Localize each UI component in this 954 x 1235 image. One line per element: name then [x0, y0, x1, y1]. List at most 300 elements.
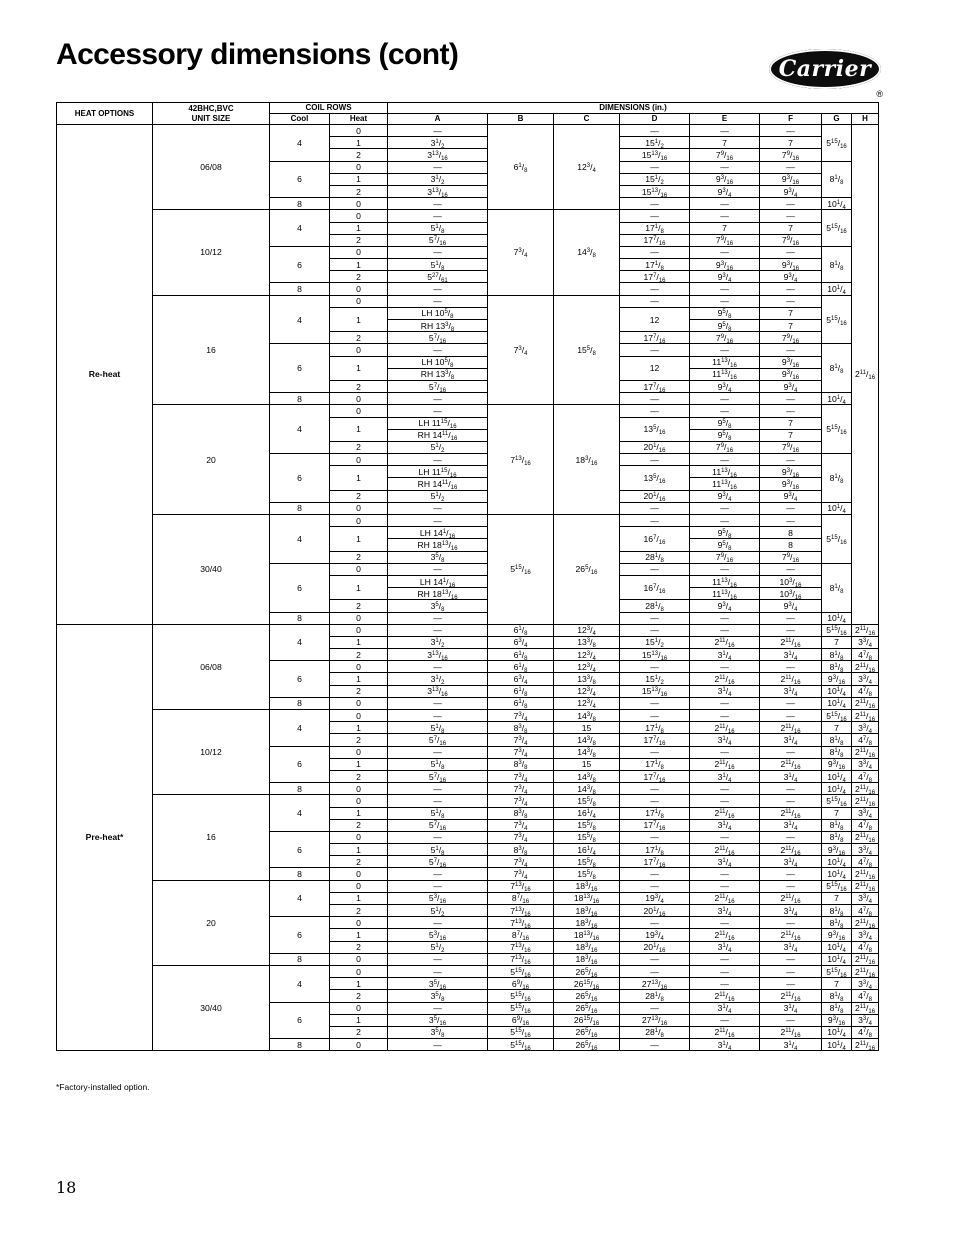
table-cell: $2^{11}/_{16}$ [852, 880, 879, 892]
table-cell: — [760, 161, 822, 173]
table-cell: $9^3/_{16}$ [690, 259, 760, 271]
table-cell: $10^1/_4$ [822, 953, 852, 965]
table-cell: $4^7/_8$ [852, 770, 879, 782]
table-cell: — [620, 454, 690, 466]
table-cell: $5^{15}/_{16}$ [822, 295, 852, 344]
table-cell: $2^{11}/_{16}$ [852, 697, 879, 709]
table-cell: $8^1/_8$ [822, 454, 852, 503]
table-cell: $11^{13}/_{16}$ [690, 575, 760, 587]
table-cell: — [388, 563, 488, 575]
cool-rows: 8 [270, 1039, 330, 1051]
registered-mark: ® [876, 89, 883, 99]
table-cell: $8^1/_8$ [822, 563, 852, 612]
table-cell: — [760, 953, 822, 965]
table-cell: $15^5/_8$ [554, 819, 620, 831]
heat-rows: 1 [330, 173, 388, 185]
table-cell: $18^{13}/_{16}$ [554, 929, 620, 941]
table-cell: $20^1/_{16}$ [620, 941, 690, 953]
table-cell: — [760, 405, 822, 417]
table-cell: $9^3/_{16}$ [690, 173, 760, 185]
unit-size: 16 [153, 295, 270, 405]
heat-rows: 1 [330, 222, 388, 234]
table-cell: $10^1/_4$ [822, 612, 852, 624]
table-cell: $5^{15}/_{16}$ [488, 515, 554, 625]
heat-rows: 0 [330, 344, 388, 356]
heat-rows: 1 [330, 466, 388, 490]
table-cell: — [388, 210, 488, 222]
table-cell: $3^3/_4$ [852, 807, 879, 819]
table-cell: — [620, 880, 690, 892]
table-cell: — [760, 868, 822, 880]
table-cell: 7 [760, 417, 822, 429]
table-cell: — [690, 612, 760, 624]
table-cell: $8^3/_8$ [488, 758, 554, 770]
table-cell: $4^7/_8$ [852, 990, 879, 1002]
table-cell: — [388, 710, 488, 722]
table-cell: $9^3/_{16}$ [760, 368, 822, 380]
table-cell: $9^3/_4$ [760, 380, 822, 392]
table-cell: $15^5/_8$ [554, 795, 620, 807]
table-cell: RH $13^3/_8$ [388, 368, 488, 380]
table-cell: $17^1/_8$ [620, 844, 690, 856]
table-cell: $17^7/_{16}$ [620, 856, 690, 868]
table-cell: $5^7/_{16}$ [388, 856, 488, 868]
heat-rows: 2 [330, 551, 388, 563]
table-cell: 7 [760, 429, 822, 441]
table-row [57, 880, 879, 892]
table-cell: $26^{15}/_{16}$ [554, 978, 620, 990]
heat-rows: 2 [330, 600, 388, 612]
table-cell: $9^3/_4$ [760, 271, 822, 283]
heat-rows: 0 [330, 295, 388, 307]
heat-rows: 0 [330, 454, 388, 466]
column-header: A [388, 114, 488, 125]
table-cell: — [760, 393, 822, 405]
table-cell: — [690, 868, 760, 880]
heat-rows: 0 [330, 1002, 388, 1014]
table-cell: $3^1/_4$ [690, 1002, 760, 1014]
table-cell: $3^1/_4$ [760, 1039, 822, 1051]
table-row [57, 295, 879, 307]
footnote: *Factory-installed option. [56, 1082, 150, 1092]
table-cell: $6^1/_8$ [488, 624, 554, 636]
table-cell: $2^{11}/_{16}$ [852, 1002, 879, 1014]
heat-rows: 0 [330, 612, 388, 624]
table-cell: — [620, 125, 690, 137]
table-cell: — [760, 344, 822, 356]
table-cell: $17^7/_{16}$ [620, 271, 690, 283]
column-header: G [822, 114, 852, 125]
table-cell: $2^{11}/_{16}$ [760, 758, 822, 770]
table-cell: $5^3/_{16}$ [388, 892, 488, 904]
table-cell: 12 [620, 307, 690, 331]
table-cell: $7^9/_{16}$ [760, 149, 822, 161]
heat-rows: 2 [330, 770, 388, 782]
table-cell: $5^7/_{16}$ [388, 770, 488, 782]
table-cell: LH $10^5/_8$ [388, 356, 488, 368]
carrier-logo [769, 49, 883, 99]
table-cell: $26^5/_{16}$ [554, 1002, 620, 1014]
table-cell: $17^7/_{16}$ [620, 380, 690, 392]
table-cell: $9^5/_8$ [690, 539, 760, 551]
table-cell: $26^5/_{16}$ [554, 1039, 620, 1051]
table-cell: $3^1/_4$ [760, 649, 822, 661]
table-cell: — [760, 454, 822, 466]
table-cell: $3^1/_4$ [760, 1002, 822, 1014]
table-cell: $5^1/_8$ [388, 807, 488, 819]
table-cell: $15^1/_2$ [620, 673, 690, 685]
table-cell: $2^{11}/_{16}$ [690, 636, 760, 648]
table-cell: $18^3/_{16}$ [554, 941, 620, 953]
table-cell: $15^1/_2$ [620, 636, 690, 648]
table-cell: $3^3/_4$ [852, 929, 879, 941]
table-cell: RH $13^3/_8$ [388, 320, 488, 332]
table-cell: $3^1/_2$ [388, 137, 488, 149]
table-cell: $9^3/_{16}$ [760, 478, 822, 490]
table-cell: LH $11^{15}/_{16}$ [388, 417, 488, 429]
table-cell: 7 [822, 978, 852, 990]
table-cell: $2^{11}/_{16}$ [760, 929, 822, 941]
table-cell: — [620, 295, 690, 307]
table-cell: 7 [822, 722, 852, 734]
table-cell: $2^{11}/_{16}$ [760, 990, 822, 1002]
table-cell: $2^{11}/_{16}$ [852, 1039, 879, 1051]
heat-rows: 2 [330, 490, 388, 502]
table-cell: $3^1/_4$ [690, 905, 760, 917]
table-cell: — [760, 246, 822, 258]
table-cell: — [760, 710, 822, 722]
table-cell: $10^1/_4$ [822, 198, 852, 210]
table-cell: $14^3/_8$ [554, 210, 620, 295]
table-row [57, 210, 879, 222]
table-cell: $12^3/_4$ [554, 685, 620, 697]
table-cell: — [690, 210, 760, 222]
table-cell: $2^{11}/_{16}$ [852, 953, 879, 965]
table-cell: $3^{13}/_{16}$ [388, 185, 488, 197]
table-cell: $3^3/_4$ [852, 892, 879, 904]
cool-rows: 6 [270, 831, 330, 868]
table-cell: $2^{11}/_{16}$ [852, 624, 879, 636]
table-cell: $19^3/_4$ [620, 929, 690, 941]
table-cell: — [760, 198, 822, 210]
table-cell: $7^9/_{16}$ [760, 551, 822, 563]
heat-rows: 0 [330, 1039, 388, 1051]
table-cell: $8^1/_8$ [822, 819, 852, 831]
cool-rows: 4 [270, 210, 330, 247]
heat-rows: 0 [330, 795, 388, 807]
page-title: Accessory dimensions (cont) [56, 38, 459, 71]
table-cell: $5^{15}/_{16}$ [488, 965, 554, 977]
table-cell: — [388, 965, 488, 977]
table-cell: — [690, 661, 760, 673]
table-cell: $9^3/_{16}$ [822, 1014, 852, 1026]
table-cell: $5^1/_2$ [388, 941, 488, 953]
table-cell: $17^1/_8$ [620, 222, 690, 234]
table-cell: $6^3/_4$ [488, 636, 554, 648]
table-cell: $7^9/_{16}$ [760, 234, 822, 246]
table-cell: $3^1/_4$ [760, 734, 822, 746]
table-cell: — [388, 515, 488, 527]
table-cell: $5^{15}/_{16}$ [822, 515, 852, 564]
table-cell: — [760, 612, 822, 624]
table-cell: $12^3/_4$ [554, 125, 620, 210]
cool-rows: 8 [270, 283, 330, 295]
table-header-row [57, 103, 879, 114]
table-cell: — [620, 917, 690, 929]
table-cell: $3^1/_4$ [690, 856, 760, 868]
table-cell: $3^1/_2$ [388, 673, 488, 685]
table-cell: 7 [822, 807, 852, 819]
page-number: 18 [56, 1178, 77, 1197]
table-cell: $3^5/_{16}$ [388, 1014, 488, 1026]
table-cell: $14^3/_8$ [554, 783, 620, 795]
table-cell: $12^3/_4$ [554, 697, 620, 709]
table-cell: $2^{11}/_{16}$ [852, 710, 879, 722]
table-cell: — [690, 795, 760, 807]
table-cell: RH $14^{11}/_{16}$ [388, 478, 488, 490]
table-cell: $2^{11}/_{16}$ [760, 807, 822, 819]
table-cell: $10^1/_4$ [822, 685, 852, 697]
table-cell: — [760, 125, 822, 137]
table-cell: $2^{11}/_{16}$ [690, 1026, 760, 1038]
column-header: HEAT OPTIONS [57, 103, 153, 125]
table-cell: — [388, 125, 488, 137]
heat-rows: 0 [330, 710, 388, 722]
table-cell: $3^1/_2$ [388, 173, 488, 185]
unit-size: 30/40 [153, 965, 270, 1050]
table-cell: $9^3/_{16}$ [822, 758, 852, 770]
table-cell: $2^{11}/_{16}$ [760, 673, 822, 685]
table-cell: $2^{11}/_{16}$ [852, 746, 879, 758]
table-cell: — [388, 454, 488, 466]
cool-rows: 4 [270, 880, 330, 917]
table-cell: $27^{13}/_{16}$ [620, 1014, 690, 1026]
table-cell: $2^{11}/_{16}$ [852, 661, 879, 673]
table-cell: $16^1/_4$ [554, 844, 620, 856]
table-cell: $3^3/_4$ [852, 978, 879, 990]
table-row [57, 405, 879, 417]
table-cell: $5^{15}/_{16}$ [822, 210, 852, 247]
heat-rows: 2 [330, 856, 388, 868]
heat-rows: 1 [330, 356, 388, 380]
table-cell: — [388, 502, 488, 514]
cool-rows: 6 [270, 246, 330, 283]
table-cell: $6^1/_8$ [488, 649, 554, 661]
column-header: B [488, 114, 554, 125]
table-cell: $3^1/_4$ [690, 819, 760, 831]
table-cell: $11^{13}/_{16}$ [690, 478, 760, 490]
table-cell: $8^1/_8$ [822, 246, 852, 283]
table-cell: $4^7/_8$ [852, 941, 879, 953]
heat-rows: 0 [330, 746, 388, 758]
table-cell: $7^{13}/_{16}$ [488, 953, 554, 965]
table-cell: $17^7/_{16}$ [620, 234, 690, 246]
table-cell: — [760, 880, 822, 892]
heat-rows: 2 [330, 380, 388, 392]
table-cell: $9^3/_{16}$ [760, 466, 822, 478]
heat-rows: 0 [330, 563, 388, 575]
table-cell: — [760, 661, 822, 673]
table-cell: $18^3/_{16}$ [554, 905, 620, 917]
table-cell: $3^3/_4$ [852, 722, 879, 734]
table-cell: — [690, 393, 760, 405]
table-cell: $9^3/_4$ [760, 185, 822, 197]
table-cell: $3^1/_4$ [690, 941, 760, 953]
table-cell: $3^5/_8$ [388, 990, 488, 1002]
table-cell: $17^7/_{16}$ [620, 819, 690, 831]
table-cell: $8^1/_8$ [822, 905, 852, 917]
table-cell: 8 [760, 527, 822, 539]
table-cell: $8^1/_8$ [822, 161, 852, 198]
table-cell: — [388, 917, 488, 929]
heat-rows: 0 [330, 393, 388, 405]
table-cell: $7^3/_4$ [488, 770, 554, 782]
table-cell: $16^1/_4$ [554, 807, 620, 819]
table-cell: $9^5/_8$ [690, 307, 760, 319]
table-cell: $4^7/_8$ [852, 685, 879, 697]
table-cell: $15^5/_8$ [554, 295, 620, 405]
table-cell: $7^3/_4$ [488, 831, 554, 843]
table-cell: — [620, 344, 690, 356]
table-cell: RH $18^{13}/_{16}$ [388, 539, 488, 551]
table-cell: $9^5/_8$ [690, 527, 760, 539]
table-cell: $17^1/_8$ [620, 722, 690, 734]
table-cell: — [388, 295, 488, 307]
table-cell: $5^{15}/_{16}$ [822, 125, 852, 162]
table-cell: $17^1/_8$ [620, 758, 690, 770]
table-cell: $9^5/_8$ [690, 417, 760, 429]
heat-rows: 0 [330, 917, 388, 929]
table-cell: — [388, 697, 488, 709]
heat-rows: 1 [330, 417, 388, 441]
column-header: COIL ROWS [270, 103, 388, 114]
table-cell: — [760, 1014, 822, 1026]
table-cell: $3^1/_2$ [388, 636, 488, 648]
table-cell: $11^{13}/_{16}$ [690, 356, 760, 368]
table-cell: $7^3/_4$ [488, 210, 554, 295]
table-cell: $26^5/_{16}$ [554, 1026, 620, 1038]
table-cell: $3^1/_4$ [760, 941, 822, 953]
table-cell: $5^7/_{16}$ [388, 234, 488, 246]
table-cell: $9^3/_{16}$ [822, 673, 852, 685]
cool-rows: 6 [270, 661, 330, 698]
table-cell: $9^5/_8$ [690, 429, 760, 441]
table-cell: $3^5/_{16}$ [388, 978, 488, 990]
table-cell: $4^7/_8$ [852, 1026, 879, 1038]
table-cell: — [388, 1002, 488, 1014]
table-cell: $8^3/_8$ [488, 844, 554, 856]
table-cell: — [690, 295, 760, 307]
table-cell: $7^3/_4$ [488, 795, 554, 807]
table-cell: $20^1/_{16}$ [620, 441, 690, 453]
table-cell: $2^{11}/_{16}$ [760, 892, 822, 904]
table-cell: $5^1/_8$ [388, 844, 488, 856]
table-cell: — [760, 563, 822, 575]
table-cell: $2^{11}/_{16}$ [852, 868, 879, 880]
table-cell: $6^9/_{16}$ [488, 978, 554, 990]
heat-rows: 2 [330, 271, 388, 283]
cool-rows: 8 [270, 953, 330, 965]
table-cell: — [760, 283, 822, 295]
table-cell: $4^7/_8$ [852, 905, 879, 917]
table-cell: 7 [690, 137, 760, 149]
heat-rows: 0 [330, 246, 388, 258]
table-cell: — [690, 746, 760, 758]
heat-rows: 2 [330, 905, 388, 917]
table-cell: $2^{11}/_{16}$ [690, 722, 760, 734]
cool-rows: 8 [270, 783, 330, 795]
cool-rows: 4 [270, 125, 330, 162]
table-cell: $5^1/_2$ [388, 490, 488, 502]
heat-rows: 2 [330, 234, 388, 246]
heat-rows: 0 [330, 953, 388, 965]
table-cell: $7^3/_4$ [488, 734, 554, 746]
table-cell: $9^3/_4$ [690, 380, 760, 392]
heat-rows: 0 [330, 661, 388, 673]
table-cell: $5^{27}/_{61}$ [388, 271, 488, 283]
table-cell: — [620, 953, 690, 965]
table-row [57, 515, 879, 527]
table-cell: $28^1/_8$ [620, 551, 690, 563]
cool-rows: 6 [270, 746, 330, 783]
cool-rows: 6 [270, 161, 330, 198]
table-cell: $5^7/_{16}$ [388, 332, 488, 344]
table-cell: $18^3/_{16}$ [554, 405, 620, 515]
table-cell: $9^3/_{16}$ [822, 929, 852, 941]
table-cell: $9^3/_4$ [760, 600, 822, 612]
table-cell: $15^{13}/_{16}$ [620, 149, 690, 161]
table-cell: $10^1/_4$ [822, 941, 852, 953]
table-cell: — [388, 198, 488, 210]
table-cell: $3^1/_4$ [690, 734, 760, 746]
unit-size: 16 [153, 795, 270, 880]
table-cell: — [690, 965, 760, 977]
table-cell: $4^7/_8$ [852, 649, 879, 661]
table-cell: $3^5/_8$ [388, 600, 488, 612]
table-cell: $7^3/_4$ [488, 856, 554, 868]
table-cell: — [690, 344, 760, 356]
table-cell: $2^{11}/_{16}$ [852, 831, 879, 843]
table-cell: $2^{11}/_{16}$ [690, 844, 760, 856]
table-cell: — [388, 246, 488, 258]
column-header: 42BHC,BVC UNIT SIZE [153, 103, 270, 125]
table-cell: $5^{15}/_{16}$ [488, 990, 554, 1002]
table-cell: — [620, 198, 690, 210]
heat-rows: 1 [330, 137, 388, 149]
table-cell: $8^1/_8$ [822, 661, 852, 673]
table-cell: $3^3/_4$ [852, 636, 879, 648]
cool-rows: 4 [270, 624, 330, 661]
unit-size: 06/08 [153, 624, 270, 709]
table-cell: $7^{13}/_{16}$ [488, 405, 554, 515]
table-cell: $6^9/_{16}$ [488, 1014, 554, 1026]
heat-rows: 0 [330, 283, 388, 295]
table-cell: $7^3/_4$ [488, 783, 554, 795]
heat-rows: 2 [330, 734, 388, 746]
table-cell: — [760, 697, 822, 709]
table-cell: — [690, 831, 760, 843]
table-cell: $10^1/_4$ [822, 393, 852, 405]
table-cell: $13^5/_{16}$ [620, 466, 690, 490]
table-cell: $15^1/_2$ [620, 173, 690, 185]
table-cell: — [690, 917, 760, 929]
table-cell: $10^3/_{16}$ [760, 575, 822, 587]
table-cell: — [690, 563, 760, 575]
cool-rows: 8 [270, 868, 330, 880]
unit-size: 10/12 [153, 210, 270, 295]
table-cell: — [760, 917, 822, 929]
table-cell: — [620, 710, 690, 722]
